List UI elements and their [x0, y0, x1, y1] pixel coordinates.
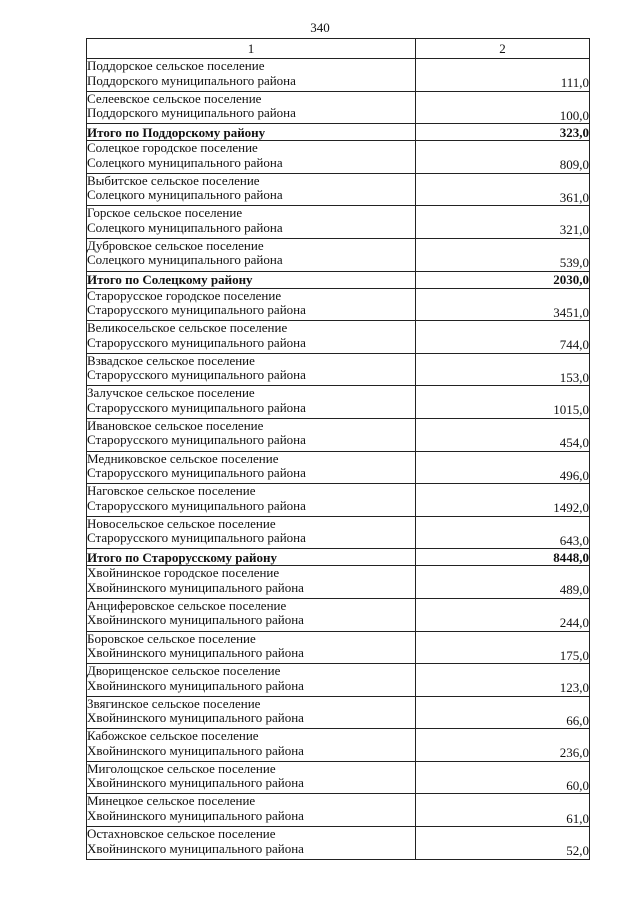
- settlement-name: Выбитское сельское поселение: [87, 172, 260, 188]
- settlement-name: Селеевское сельское поселение: [87, 90, 262, 106]
- settlement-name-cell: [87, 631, 416, 664]
- district-name: Хвойнинского муниципального района: [87, 645, 304, 660]
- settlement-name: Боровское сельское поселение: [87, 630, 256, 646]
- amount-value: 539,0: [416, 238, 590, 271]
- settlement-name: Остахновское сельское поселение: [87, 826, 276, 842]
- settlement-name-cell: [87, 91, 416, 124]
- district-name: Хвойнинского муниципального района: [87, 840, 304, 856]
- amount-value: 60,0: [416, 761, 590, 794]
- table-row: [87, 59, 590, 92]
- district-name: Старорусского муниципального района: [87, 334, 306, 350]
- settlement-name: Солецкое городское поселение: [87, 140, 258, 156]
- settlement-name: Взвадское сельское поселение: [87, 352, 255, 368]
- settlement-name-cell: [87, 794, 416, 827]
- district-name: Старорусского муниципального района: [87, 465, 306, 481]
- amount-value: 175,0: [416, 631, 590, 664]
- settlement-name-cell: [87, 386, 416, 419]
- total-value: 323,0: [416, 124, 590, 141]
- district-name: Солецкого муниципального района: [87, 187, 283, 203]
- amount-value: 66,0: [416, 696, 590, 729]
- settlement-name-cell: [87, 288, 416, 321]
- district-name: Поддорского муниципального района: [87, 72, 296, 88]
- settlement-name-cell: [87, 729, 416, 762]
- table-row: [87, 141, 590, 174]
- settlement-name-cell: [87, 321, 416, 354]
- district-name: Поддорского муниципального района: [87, 105, 296, 121]
- table-body: [87, 59, 590, 860]
- allocation-table: [86, 38, 590, 860]
- amount-value: 3451,0: [416, 288, 590, 321]
- district-name: Хвойнинского муниципального района: [87, 612, 304, 628]
- table-row: [87, 451, 590, 484]
- column-header-1: 1: [87, 39, 416, 59]
- settlement-name: Медниковское сельское поселение: [87, 450, 279, 466]
- settlement-name-cell: [87, 696, 416, 729]
- district-name: Солецкого муниципального района: [87, 252, 283, 268]
- table-row: [87, 761, 590, 794]
- amount-value: 809,0: [416, 141, 590, 174]
- amount-value: 643,0: [416, 516, 590, 549]
- table-header-row: [87, 39, 590, 59]
- total-label: Итого по Солецкому району: [87, 272, 253, 288]
- table-row: [87, 794, 590, 827]
- settlement-name: Наговское сельское поселение: [87, 483, 256, 499]
- total-label: Итого по Старорусскому району: [87, 549, 277, 565]
- settlement-name: Великосельское сельское поселение: [87, 320, 288, 336]
- settlement-name: Миголощское сельское поселение: [87, 760, 276, 776]
- district-name: Хвойнинского муниципального района: [87, 710, 304, 726]
- settlement-name-cell: [87, 664, 416, 697]
- total-row: [87, 549, 590, 566]
- total-value: 2030,0: [416, 271, 590, 288]
- settlement-name-cell: [87, 516, 416, 549]
- amount-value: 1015,0: [416, 386, 590, 419]
- amount-value: 321,0: [416, 206, 590, 239]
- district-name: Старорусского муниципального района: [87, 367, 306, 383]
- page-number: 340: [310, 20, 330, 35]
- settlement-name: Старорусское городское поселение: [87, 287, 282, 303]
- district-name: Старорусского муниципального района: [87, 302, 306, 318]
- settlement-name: Новосельское сельское поселение: [87, 515, 276, 531]
- table-row: [87, 598, 590, 631]
- amount-value: 744,0: [416, 321, 590, 354]
- settlement-name-cell: [87, 827, 416, 860]
- amount-value: 153,0: [416, 353, 590, 386]
- table-row: [87, 288, 590, 321]
- table-row: [87, 173, 590, 206]
- settlement-name-cell: [87, 59, 416, 92]
- amount-value: 496,0: [416, 451, 590, 484]
- district-name: Старорусского муниципального района: [87, 530, 306, 546]
- table-row: [87, 827, 590, 860]
- table-row: [87, 696, 590, 729]
- settlement-name-cell: [87, 206, 416, 239]
- total-value: 8448,0: [416, 549, 590, 566]
- table-row: [87, 566, 590, 599]
- district-name: Старорусского муниципального района: [87, 497, 306, 513]
- table-row: [87, 729, 590, 762]
- amount-value: 454,0: [416, 418, 590, 451]
- amount-value: 1492,0: [416, 484, 590, 517]
- table-row: [87, 484, 590, 517]
- settlement-name: Дубровское сельское поселение: [87, 237, 264, 253]
- amount-value: 236,0: [416, 729, 590, 762]
- table-row: [87, 516, 590, 549]
- total-row: [87, 124, 590, 141]
- amount-value: 361,0: [416, 173, 590, 206]
- district-name: Солецкого муниципального района: [87, 154, 283, 170]
- amount-value: 100,0: [416, 91, 590, 124]
- table-row: [87, 664, 590, 697]
- settlement-name-cell: [87, 353, 416, 386]
- district-name: Хвойнинского муниципального района: [87, 775, 304, 791]
- amount-value: 111,0: [416, 59, 590, 92]
- table-row: [87, 206, 590, 239]
- settlement-name-cell: [87, 566, 416, 599]
- settlement-name-cell: [87, 238, 416, 271]
- table-row: [87, 353, 590, 386]
- settlement-name: Звягинское сельское поселение: [87, 695, 261, 711]
- settlement-name-cell: [87, 124, 416, 141]
- table-row: [87, 321, 590, 354]
- district-name: Хвойнинского муниципального района: [87, 807, 304, 823]
- district-name: Солецкого муниципального района: [87, 219, 283, 235]
- settlement-name-cell: [87, 761, 416, 794]
- settlement-name: Анциферовское сельское поселение: [87, 597, 287, 613]
- amount-value: 52,0: [416, 827, 590, 860]
- amount-value: 61,0: [416, 794, 590, 827]
- amount-value: 244,0: [416, 598, 590, 631]
- district-name: Старорусского муниципального района: [87, 399, 306, 415]
- amount-value: 123,0: [416, 664, 590, 697]
- total-label: Итого по Поддорскому району: [87, 124, 266, 140]
- settlement-name-cell: [87, 549, 416, 566]
- settlement-name-cell: [87, 173, 416, 206]
- settlement-name-cell: [87, 451, 416, 484]
- district-name: Старорусского муниципального района: [87, 432, 306, 448]
- table-row: [87, 91, 590, 124]
- settlement-name: Хвойнинское городское поселение: [87, 565, 280, 581]
- table-row: [87, 386, 590, 419]
- settlement-name: Залучское сельское поселение: [87, 385, 255, 401]
- settlement-name-cell: [87, 484, 416, 517]
- district-name: Хвойнинского муниципального района: [87, 742, 304, 758]
- settlement-name-cell: [87, 271, 416, 288]
- settlement-name: Ивановское сельское поселение: [87, 417, 264, 433]
- total-row: [87, 271, 590, 288]
- table-row: [87, 418, 590, 451]
- district-name: Хвойнинского муниципального района: [87, 579, 304, 595]
- settlement-name: Дворищенское сельское поселение: [87, 663, 281, 679]
- settlement-name-cell: [87, 418, 416, 451]
- settlement-name-cell: [87, 141, 416, 174]
- settlement-name: Поддорское сельское поселение: [87, 58, 265, 73]
- amount-value: 489,0: [416, 566, 590, 599]
- district-name: Хвойнинского муниципального района: [87, 677, 304, 693]
- column-header-2: 2: [416, 39, 590, 59]
- table-row: [87, 631, 590, 664]
- settlement-name: Кабожское сельское поселение: [87, 728, 259, 744]
- settlement-name-cell: [87, 598, 416, 631]
- settlement-name: Минецкое сельское поселение: [87, 793, 256, 809]
- settlement-name: Горское сельское поселение: [87, 205, 243, 221]
- table-row: [87, 238, 590, 271]
